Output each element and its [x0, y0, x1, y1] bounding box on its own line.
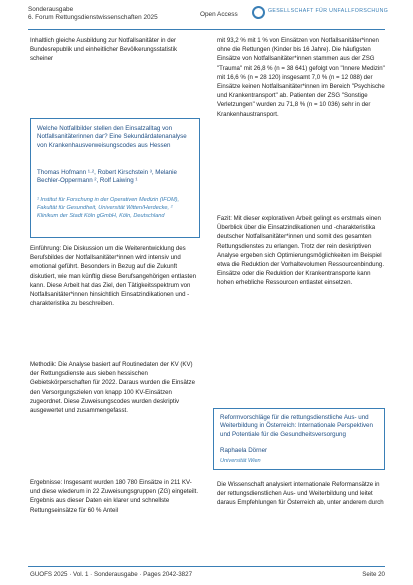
footer-citation: GUOFS 2025 · Vol. 1 · Sonderausgabe · Pages 2042-3827 [30, 571, 193, 578]
right-paragraph-3: Die Wissenschaft analysiert internationale Reformansätze in der rettungsdienstlichen Aus- und Weiterbildung und leitet daraus Empfehlungen für Österreich ab, unter anderem durch [217, 481, 384, 507]
abstract-box-left [30, 118, 200, 238]
abstract-affiliations: ¹ Institut für Forschung in der Operativen Medizin (IFOM), Fakultät für Gesundheit, Universität Witten/Herdecke, ² Klinikum der Stadt Köln gGmbH, Köln, Deutschland [37, 197, 180, 220]
abstract-authors: Thomas Hofmann ¹·², Robert Kirschstein ³, Melanie Bechler-Oppermann ², Rolf Laiwing ¹ [37, 169, 177, 185]
abstract-affiliations-right: Universität Wien [220, 458, 261, 464]
header-line1: Sonderausgabe [28, 6, 74, 13]
footer-rule [28, 566, 385, 567]
left-paragraph-4: Ergebnisse: Insgesamt wurden 180 780 Einsätze in 211 KV- und diese wiederum in 22 Zuweisungsgruppen (ZG) eingeteilt. Ergebnis aus dieser Daten ein klarer und schnellste Rettungseinsätze für 60 % Anteil [30, 479, 199, 514]
abstract-title: Welche Notfallbilder stellen den Einsatzalltag von Notfallsanitäterinnen dar? Eine Sekundärdatenanalyse von Krankenhausverweisungscodes aus Hessen [37, 125, 187, 149]
abstract-title-right: Reformvorschläge für die rettungsdienstliche Aus- und Weiterbildung in Österreich: Internationale Perspektiven und Potentiale für die Gesundheitsversorgung [220, 414, 373, 438]
header-rule [28, 29, 385, 30]
left-paragraph-3: Methodik: Die Analyse basiert auf Routinedaten der KV (KV) der Rettungsdienste aus sieben hessischen Gebietskörperschaften für 2022. Daraus wurden die Einsätze den Versorgungszielen von knapp 100 KV-Einsätzen zugeordnet. Diese Zuweisungscodes wurden deskriptiv ausgewertet und zusammengefasst. [30, 361, 195, 415]
open-access-label: Open Access [200, 11, 238, 18]
right-paragraph-2: Fazit: Mit dieser explorativen Arbeit gelingt es erstmals einen Überblick über die Einsatzindikationen und -charakteristika deutscher Notfallsanitäter*innen und somit des gesamten Rettungsdienstes zu erlangen. Trotz der rein deskriptiven Analyse ergeben sich Optimierungsmöglichkeiten im Beispiel etwa die Reduktion der Vorhaltevolumen Ressourcenbindung. Einsätze oder die Reduktion der Krankentransporte kann hohen erhebliche Ressourcen entlastet einsetzen. [217, 215, 385, 287]
abstract-authors-right: Raphaela Dörner [220, 447, 268, 454]
left-paragraph-1: Inhaltlich gleiche Ausbildung zur Notfallsanitäter in der Bundesrepublik und einheitlicher Bevölkerungsstatistik scheiner [30, 37, 178, 63]
society-logo [252, 5, 389, 23]
left-paragraph-2: Einführung: Die Diskussion um die Weiterentwicklung des Berufsbildes der Notfallsanitäter*innen wird intensiv und emotional geführt. Besonders in Bezug auf die Zukunft diskutiert, wie man künftig diese Berufsangehörigen entlasten kann. Diese Arbeit hat das Ziel, den Tätigkeitsspektrum von Notfallsanitäter*innen hinsichtlich Einsatzindikationen und -charakteristika zu beschreiben. [30, 245, 196, 308]
abstract-box-right [213, 408, 385, 470]
page-number: Seite 20 [362, 571, 385, 578]
header-line2: 6. Forum Rettungsdienstwissenschaften 2025 [28, 14, 158, 21]
logo-mark-icon [252, 6, 265, 19]
journal-header [28, 6, 158, 22]
logo-text: GESELLSCHAFT FÜR UNFALLFORSCHUNG [268, 8, 389, 14]
right-paragraph-1: mit 93,2 % mit 1 % von Einsätzen von Notfallsanitäter*innen ohne die Rettungen (Kinder bis 16 Jahre). Die häufigsten Einsätze von Notfallsanitäter*innen stammen aus der ZSG "Trauma" mit 26,8 % (n = 38 641) gefolgt von "Innere Medizin" mit 16,6 % (n = 28 120) insgesamt 7,0 % (n = 12 088) der Einsätze keinen Notfallsanitäter*innen im Bereich "Psychische und Krankentransport" ab. Patienten der ZSG "Sonstige Verletzungen" wurden zu 71,8 % (n = 10 036) sehr in der Krankenhaustransport. [217, 37, 385, 118]
